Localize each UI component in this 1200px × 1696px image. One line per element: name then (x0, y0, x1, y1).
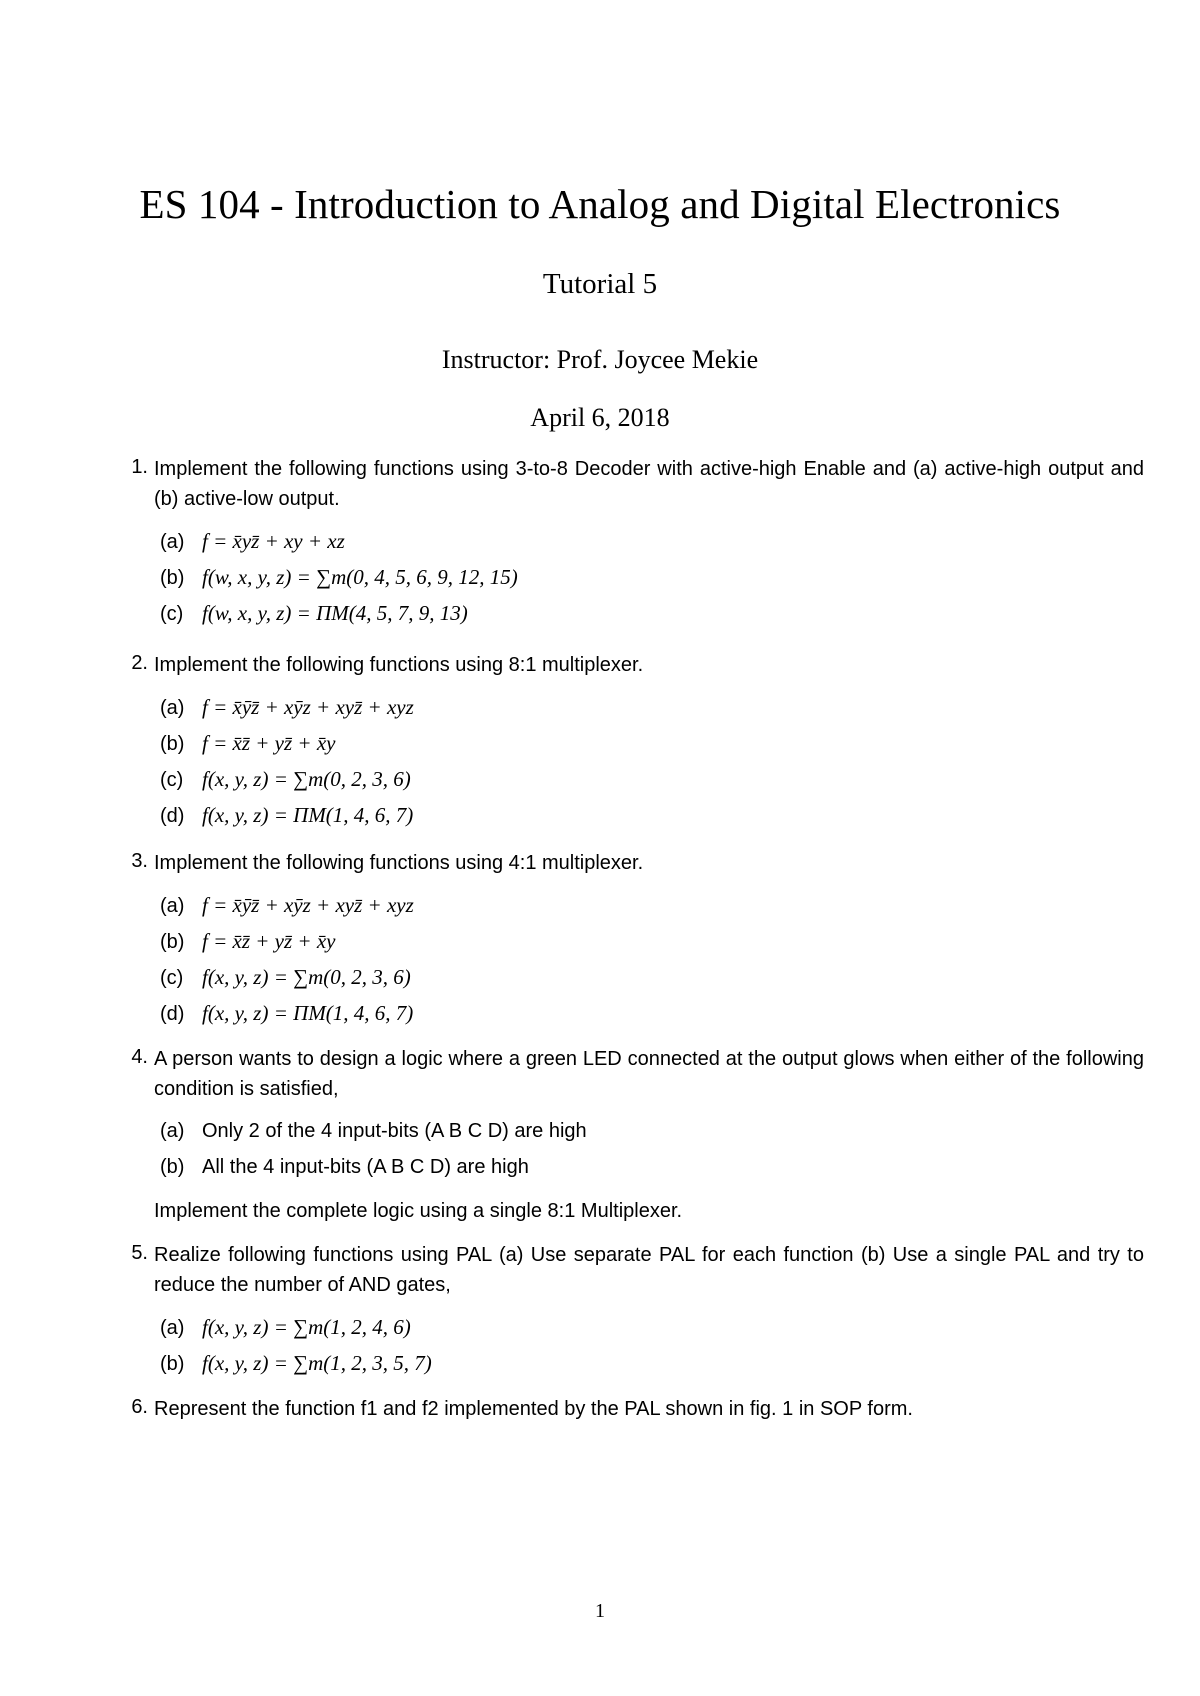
part-label: (d) (160, 1003, 185, 1025)
part-expression: f(x, y, z) = ∑m(1, 2, 3, 5, 7) (202, 1351, 432, 1375)
question-part (160, 728, 1060, 759)
part-label: (c) (160, 769, 184, 791)
part-label: (c) (160, 967, 184, 989)
part-label: (a) (160, 531, 185, 553)
part-expression: f = x̄yz̄ + xy + xz (202, 529, 345, 553)
part-expression: f(x, y, z) = ΠM(1, 4, 6, 7) (202, 803, 414, 827)
part-label: (b) (160, 567, 185, 589)
part-expression: f = x̄z̄ + yz̄ + x̄y (202, 929, 336, 953)
question-number: 3. (131, 850, 148, 872)
part-expression: f = x̄ȳz̄ + xȳz + xyz̄ + xyz (202, 893, 414, 917)
part-text: All the 4 input-bits (A B C D) are high (202, 1156, 529, 1178)
question-number: 4. (131, 1046, 148, 1068)
part-label: (c) (160, 603, 184, 625)
question-part (160, 692, 1060, 723)
part-label: (b) (160, 1353, 185, 1375)
part-label: (a) (160, 1317, 185, 1339)
question-part (160, 562, 1060, 593)
question-number: 2. (131, 652, 148, 674)
question-part (160, 598, 1060, 629)
part-label: (d) (160, 805, 185, 827)
question-number: 5. (131, 1242, 148, 1264)
document-subtitle: Tutorial 5 (542, 268, 658, 300)
part-label: (b) (160, 1156, 185, 1178)
question-part (160, 1312, 1060, 1343)
question-number: 6. (131, 1396, 148, 1418)
question-text: Represent the function f1 and f2 implemented by the PAL shown in fig. 1 in SOP form. (154, 1398, 913, 1420)
document-title: ES 104 - Introduction to Analog and Digital Electronics (139, 181, 1061, 227)
question-text: Implement the following functions using 3-to-8 Decoder with active-high Enable and (a) active-high output and (b) active-low output. (154, 458, 1144, 510)
question-part (160, 1348, 1060, 1379)
instructor-line: Instructor: Prof. Joycee Mekie (441, 345, 759, 374)
part-expression: f(x, y, z) = ∑m(0, 2, 3, 6) (202, 965, 411, 989)
part-expression: f = x̄z̄ + yz̄ + x̄y (202, 731, 336, 755)
question-part (160, 1116, 1060, 1146)
part-label: (b) (160, 931, 185, 953)
part-expression: f(x, y, z) = ΠM(1, 4, 6, 7) (202, 1001, 414, 1025)
question-part (160, 998, 1060, 1029)
question-part (160, 800, 1060, 831)
part-expression: f = x̄ȳz̄ + xȳz + xyz̄ + xyz (202, 695, 414, 719)
question-part (160, 764, 1060, 795)
part-text: Only 2 of the 4 input-bits (A B C D) are high (202, 1120, 587, 1142)
question-part (160, 962, 1060, 993)
question-text: Implement the following functions using 8:1 multiplexer. (154, 654, 644, 676)
part-expression: f(x, y, z) = ∑m(0, 2, 3, 6) (202, 767, 411, 791)
question-part (160, 526, 1060, 557)
part-label: (a) (160, 697, 185, 719)
question-part (160, 926, 1060, 957)
question-part (160, 1152, 1060, 1182)
part-label: (a) (160, 895, 185, 917)
question-part (160, 890, 1060, 921)
part-expression: f(w, x, y, z) = ∑m(0, 4, 5, 6, 9, 12, 15) (202, 565, 518, 589)
part-expression: f(w, x, y, z) = ΠM(4, 5, 7, 9, 13) (202, 601, 468, 625)
part-label: (a) (160, 1120, 185, 1142)
question-number: 1. (131, 456, 148, 478)
page-number: 1 (595, 1600, 605, 1622)
question-text: A person wants to design a logic where a green LED connected at the output glows when either of the following condition is satisfied, (154, 1048, 1144, 1100)
question-text: Realize following functions using PAL (a) Use separate PAL for each function (b) Use a single PAL and try to reduce the number of AND gates, (154, 1244, 1144, 1296)
part-expression: f(x, y, z) = ∑m(1, 2, 4, 6) (202, 1315, 411, 1339)
document-date: April 6, 2018 (530, 403, 670, 432)
question-followup: Implement the complete logic using a single 8:1 Multiplexer. (154, 1200, 683, 1222)
part-label: (b) (160, 733, 185, 755)
question-text: Implement the following functions using 4:1 multiplexer. (154, 852, 644, 874)
